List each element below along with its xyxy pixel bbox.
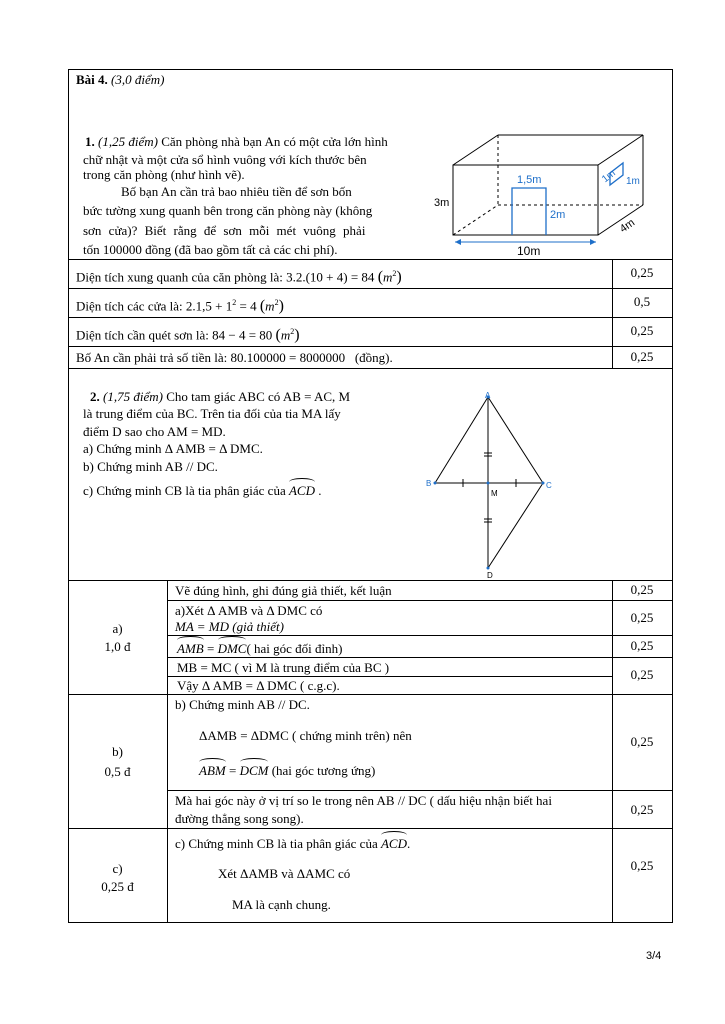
part2-label: 2. — [90, 389, 100, 404]
sol-a-score2: 0,25 — [630, 638, 654, 653]
part2-line-1: là trung điểm của BC. Trên tia đối của tia MA lấy — [83, 406, 341, 421]
sol-a-label: a) — [112, 621, 123, 636]
col-divider — [167, 580, 168, 922]
row-divider — [167, 635, 673, 636]
room-depth-label: 4m — [617, 216, 638, 236]
exercise-number: Bài 4 — [76, 72, 105, 87]
sol-b-line1: b) Chứng minh AB // DC. — [175, 697, 310, 712]
part2-line-2: điểm D sao cho AM = MD. — [83, 424, 226, 439]
sol-c-points: 0,25 đ — [101, 879, 134, 894]
part1-label: 1. — [85, 134, 95, 149]
sol-a-line4: MB = MC ( vì M là trung điểm của BC ) — [177, 660, 390, 675]
row-divider — [68, 580, 673, 581]
part1-line-2: trong căn phòng (như hình vẽ). — [83, 167, 245, 182]
part1-points: (1,25 điểm) — [98, 134, 158, 149]
part1-line-5: sơn cửa)? Biết rằng để sơn mỗi mét vuông phải — [83, 223, 366, 238]
sol-b-line3: ABM = DCM (hai góc tương ứng) — [199, 763, 376, 778]
score-row-4: 0,25 — [630, 349, 654, 364]
sol-a-line1: a)Xét Δ AMB và Δ DMC có — [175, 603, 323, 618]
table-right-border — [672, 69, 673, 922]
exercise-title: Bài 4. (3,0 điểm) — [76, 72, 165, 87]
sol-c-line1: c) Chứng minh CB là tia phân giác của ACD. — [175, 836, 411, 851]
row-divider — [68, 828, 673, 829]
sol-a-line5: Vậy Δ AMB = Δ DMC ( c.g.c). — [177, 678, 340, 693]
table-top-border — [68, 69, 673, 70]
page-number: 3/4 — [646, 950, 662, 962]
sol-a-line3: AMB = DMC( hai góc đối đỉnh) — [177, 641, 343, 656]
part2-points: (1,75 điểm) — [103, 389, 163, 404]
sol-c-score: 0,25 — [630, 858, 654, 873]
exercise-points: (3,0 điểm) — [111, 72, 165, 87]
sol-b-points: 0,5 đ — [104, 764, 131, 779]
row-divider — [167, 600, 673, 601]
part1-line-4: bức tường xung quanh bên trong căn phòng này (không — [83, 203, 373, 218]
answer-row-3: Diện tích cần quét sơn là: 84 − 4 = 80 $(m^2)$ — [76, 326, 300, 344]
score-row-3: 0,25 — [630, 323, 654, 338]
part1-line-0 — [85, 133, 388, 150]
sol-b-line5: đường thẳng song song). — [175, 811, 304, 826]
room-figure — [428, 130, 653, 262]
row-divider — [167, 657, 673, 658]
table-left-border — [68, 69, 69, 922]
sol-a-score3: 0,25 — [630, 667, 654, 682]
answer-row-2: Diện tích các cửa là: $2.1,5 + 1^2 = 4$ $(m^2)$ — [76, 297, 284, 315]
point-D: D — [487, 571, 493, 580]
sol-b-line2: ΔAMB = ΔDMC ( chứng minh trên) nên — [199, 728, 412, 743]
score-row-1: 0,25 — [630, 265, 654, 280]
part1-text: Căn phòng nhà bạn An có một cửa lớn hình — [161, 134, 388, 149]
answer-row-4: Bố An cần phải trả số tiền là: 80.100000 = 8000000 (đồng). — [76, 350, 393, 365]
triangle-figure — [420, 385, 560, 580]
score-row-2: 0,5 — [633, 294, 651, 309]
row-divider — [68, 368, 673, 369]
draw-row-score: 0,25 — [630, 582, 654, 597]
row-divider — [68, 346, 673, 347]
table-bottom-border — [68, 922, 673, 923]
door-height-label: 2m — [550, 209, 566, 221]
part1-line-1: chữ nhật và một cửa sổ hình vuông với kích thước bên — [83, 152, 367, 167]
point-A: A — [485, 391, 491, 400]
part1-line-6: tốn 100000 đồng (đã bao gồm tất cả các chi phí). — [83, 242, 338, 257]
row-divider — [167, 790, 673, 791]
sol-a-points: 1,0 đ — [104, 639, 131, 654]
sol-a-score1: 0,25 — [630, 610, 654, 625]
point-M: M — [491, 489, 498, 498]
part1-line-3: Bố bạn An cần trả bao nhiêu tiền để sơn bốn — [121, 184, 352, 199]
answer-row-1: Diện tích xung quanh của căn phòng là: 3.2.(10 + 4) = 84 $(m^2)$ — [76, 268, 402, 286]
part2-question-b: b) Chứng minh AB // DC. — [83, 459, 218, 474]
room-length-label: 10m — [517, 244, 541, 258]
point-C: C — [546, 481, 552, 490]
row-divider — [68, 317, 673, 318]
point-B: B — [426, 479, 432, 488]
sol-c-line3: MA là cạnh chung. — [232, 897, 331, 912]
row-divider — [68, 694, 673, 695]
part2-question-a: a) Chứng minh Δ AMB = Δ DMC. — [83, 441, 263, 456]
draw-row-text: Vẽ đúng hình, ghi đúng giả thiết, kết luận — [175, 583, 392, 598]
window-side-label-1: 1m — [600, 167, 618, 186]
part2-line-0: 2. (1,75 điểm) Cho tam giác ABC có AB = AC, M — [90, 389, 351, 404]
sol-b-label: b) — [112, 744, 123, 759]
row-divider — [68, 288, 673, 289]
part2-question-c: c) Chứng minh CB là tia phân giác của ACD . — [83, 483, 322, 498]
sol-b-line4: Mà hai góc này ở vị trí so le trong nên AB // DC ( dấu hiệu nhận biết hai — [175, 793, 552, 808]
sol-b-score1: 0,25 — [630, 734, 654, 749]
room-height-label: 3m — [434, 197, 450, 209]
sol-a-line2: MA = MD (giả thiết) — [175, 619, 284, 634]
sol-c-line2: Xét ΔAMB và ΔAMC có — [218, 866, 351, 881]
window-side-label-2: 1m — [626, 176, 640, 187]
sol-b-score2: 0,25 — [630, 802, 654, 817]
door-width-label: 1,5m — [517, 174, 542, 186]
sol-c-label: c) — [112, 861, 123, 876]
